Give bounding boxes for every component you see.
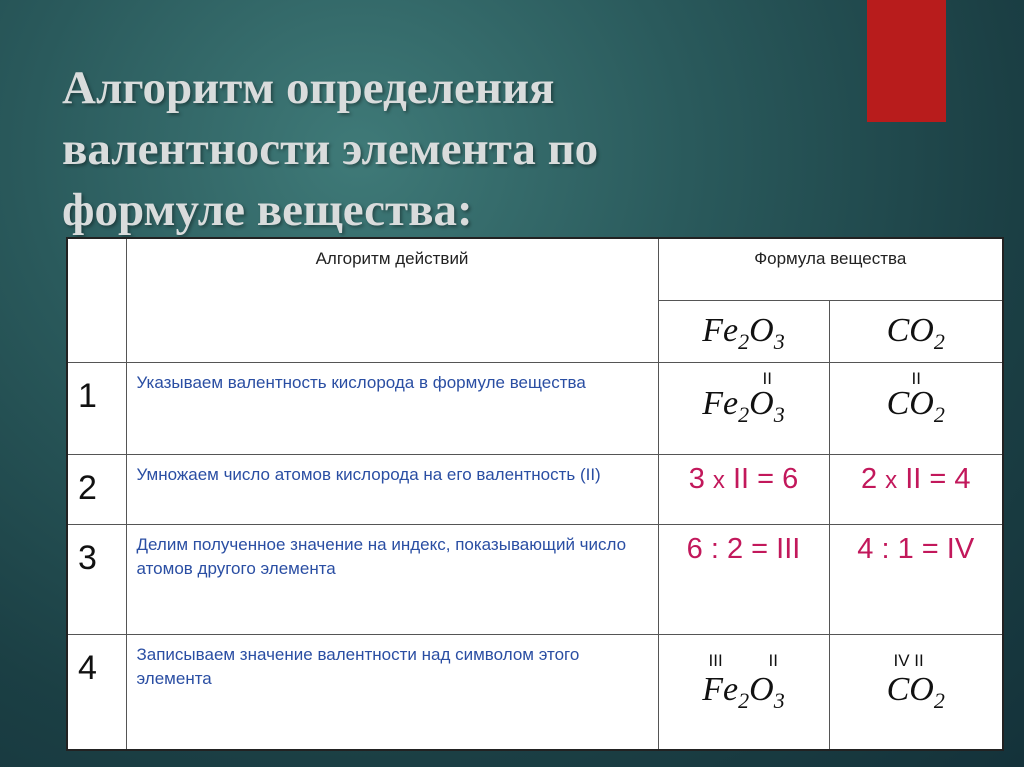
row4-co2: IV II $CO_2$ xyxy=(829,634,1003,750)
step-text: Умножаем число атомов кислорода на его валентность (II) xyxy=(126,454,658,524)
row1-co2: II $CO_2$ xyxy=(829,362,1003,454)
calc-co2: 4 : 1 = IV xyxy=(829,524,1003,634)
valence-carbon-oxygen: IV II xyxy=(893,650,924,670)
valence-iron: III xyxy=(708,650,723,670)
step-text: Делим полученное значение на индекс, показывающий число атомов другого элемента xyxy=(126,524,658,634)
accent-bar xyxy=(867,0,946,122)
step-number: 2 xyxy=(67,454,126,524)
valence-oxygen: II xyxy=(768,650,778,670)
formula-fe2o3: $Fe_2O_3$ xyxy=(658,300,829,362)
step-number: 1 xyxy=(67,362,126,454)
valence-oxygen: II xyxy=(911,368,921,388)
formula-co2: $CO_2$ xyxy=(829,300,1003,362)
header-formula: Формула вещества xyxy=(658,238,1003,300)
calc-co2: 2 x II = 4 xyxy=(829,454,1003,524)
corner-cell xyxy=(67,238,126,362)
step-number: 4 xyxy=(67,634,126,750)
title-line-3: формуле вещества: xyxy=(62,184,473,236)
step-text: Указываем валентность кислорода в формуле вещества xyxy=(126,362,658,454)
slide-title xyxy=(62,58,842,241)
calc-fe2o3: 3 x II = 6 xyxy=(658,454,829,524)
title-line-1: Алгоритм определения xyxy=(62,62,555,114)
row1-fe2o3: II $Fe_2O_3$ xyxy=(658,362,829,454)
row4-fe2o3: III II $Fe_2O_3$ xyxy=(658,634,829,750)
header-actions: Алгоритм действий xyxy=(126,238,658,362)
calc-fe2o3: 6 : 2 = III xyxy=(658,524,829,634)
title-line-2: валентности элемента по xyxy=(62,123,599,175)
step-number: 3 xyxy=(67,524,126,634)
step-text: Записываем значение валентности над символом этого элемента xyxy=(126,634,658,750)
algorithm-table xyxy=(66,237,1004,751)
valence-oxygen: II xyxy=(762,368,772,388)
